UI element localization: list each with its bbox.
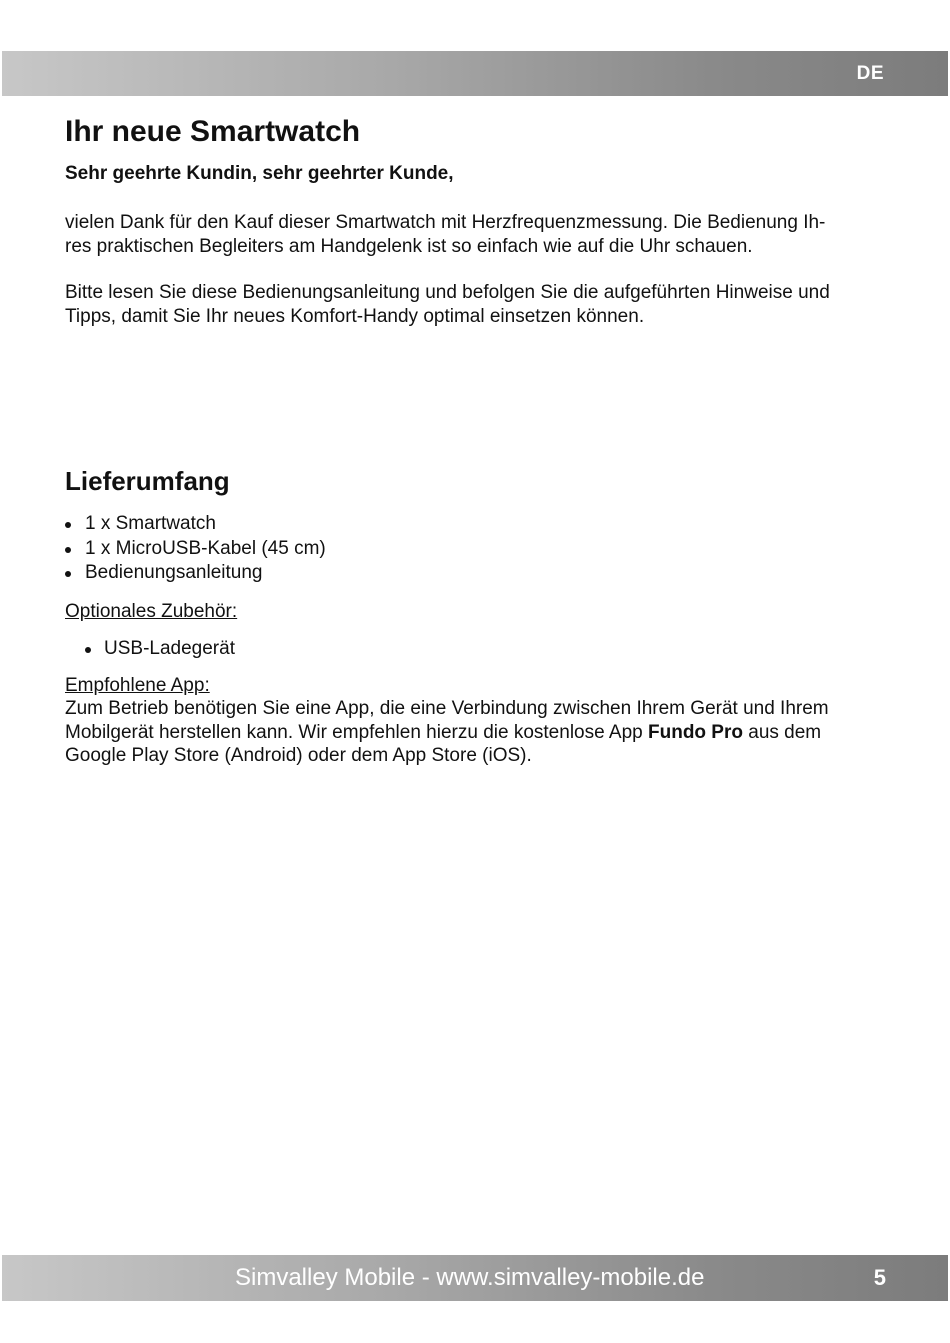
- app-line-3: Google Play Store (Android) oder dem App Store (iOS).: [65, 745, 532, 766]
- delivery-list: [65, 512, 895, 586]
- instructions-line-1: Bitte lesen Sie diese Bedienungsanleitung und befolgen Sie die aufgeführten Hinweise und: [65, 282, 830, 303]
- salutation: Sehr geehrte Kundin, sehr geehrter Kunde,: [65, 163, 454, 184]
- optional-accessories-heading: Optionales Zubehör:: [65, 600, 238, 622]
- bullet-icon: [65, 547, 71, 553]
- bullet-icon: [85, 647, 91, 653]
- page-title: Ihr neue Smartwatch: [65, 115, 361, 148]
- app-line-2-end: aus dem: [742, 721, 822, 743]
- list-item: [65, 512, 895, 537]
- intro-line-1: vielen Dank für den Kauf dieser Smartwatch mit Herzfrequenzmessung. Die Bedienung Ih-: [65, 212, 826, 233]
- optional-accessories-list: [65, 637, 895, 662]
- page-number: 5: [873, 1265, 886, 1290]
- list-item: [65, 537, 895, 562]
- app-name: Fundo Pro: [648, 721, 743, 743]
- app-line-2-start: Mobilgerät herstellen kann. Wir empfehlen hierzu die kostenlose App: [65, 721, 648, 743]
- list-item: [85, 637, 895, 662]
- list-item: [65, 561, 895, 586]
- intro-line-2: res praktischen Begleiters am Handgelenk ist so einfach wie auf die Uhr schauen.: [65, 235, 753, 257]
- footer-bar: [2, 1255, 948, 1301]
- recommended-app-text: [65, 697, 895, 768]
- footer-text: Simvalley Mobile - www.simvalley-mobile.de: [235, 1264, 705, 1291]
- recommended-app-heading: Empfohlene App:: [65, 675, 210, 696]
- list-item-label: USB-Ladegerät: [104, 637, 235, 659]
- list-item-label: 1 x Smartwatch: [85, 513, 216, 534]
- instructions-line-2: Tipps, damit Sie Ihr neues Komfort-Handy optimal einsetzen können.: [65, 305, 645, 327]
- list-item-label: Bedienungsanleitung: [85, 562, 263, 583]
- app-line-1: Zum Betrieb benötigen Sie eine App, die eine Verbindung zwischen Ihrem Gerät und Ihrem: [65, 698, 829, 719]
- delivery-heading: Lieferumfang: [65, 466, 230, 496]
- language-tag: DE: [856, 63, 884, 84]
- bullet-icon: [65, 571, 71, 577]
- page-content: [65, 112, 895, 768]
- list-item-label: 1 x MicroUSB-Kabel (45 cm): [85, 537, 326, 559]
- instructions-paragraph: [65, 281, 895, 328]
- intro-paragraph: [65, 211, 895, 258]
- bullet-icon: [65, 522, 71, 528]
- header-bar: [2, 51, 948, 96]
